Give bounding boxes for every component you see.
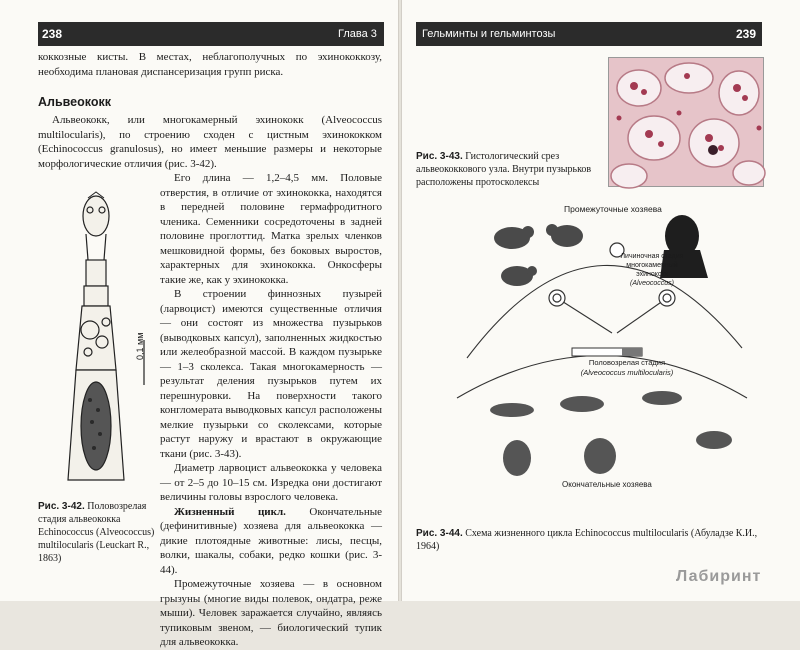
scale-bar-label: 0,1 мм bbox=[135, 332, 145, 360]
right-page bbox=[402, 0, 800, 601]
left-running-title: Глава 3 bbox=[338, 28, 377, 40]
right-page-number: 239 bbox=[735, 27, 756, 41]
intro-text: коккозные кисты. В местах, неблагополучных по эхинококкозу, необходима плановая диспансеризация групп риска. bbox=[38, 51, 382, 78]
watermark-logo: Лабиринт bbox=[676, 568, 762, 585]
paragraph-2: Его длина — 1,2–4,5 мм. Половые отверстия, в отличие от эхинококка, находятся в передней половине гермафродитного членика. Семенники сосредоточены в задней половине проглоттид. Матка зрелых членков мешковидной формы, без боковых выростов, характерных для эхинококка. Онкосферы такие же, как у эхинококка. bbox=[160, 172, 382, 286]
paragraph-3: В строении финнозных пузырей (ларвоцист) имеются существенные отличия — они состоят из множества пузырьков (выводковых капсул), заполненных жидкостью или желеобразной массой. В каждом пузырьке — 1–3 сколекса. Такая многокамерность — результат деления пузырьков путем их перешнуровки. На поверхности такого конгломерата выводковых капсул расположены мелкие пузырьки со сколексами, которые растут наружу и врастают в окружающие ткани (рис. 3-43). bbox=[160, 288, 382, 460]
definitive-hosts-label: Окончательные хозяева bbox=[562, 480, 652, 489]
paragraph-1: Альвеококк, или многокамерный эхинококк (Alveococcus multilocularis), по строению сходен с цистным эхинококком (Echinococcus granulosus), но имеет меньшие размеры и некоторые морфологические отличия (рис. 3-42). bbox=[38, 114, 382, 170]
intermediate-hosts-label: Промежуточные хозяева bbox=[564, 204, 662, 214]
histology-section bbox=[609, 58, 763, 186]
paragraph-6: Промежуточные хозяева — в основном грызуны (многие виды полевок, ондатра, реже мыши). Человек заражается случайно, являясь тупиковым звеном, — биологический тупик для альвеококка. bbox=[160, 578, 382, 648]
paragraph-5: Жизненный цикл. Окончательные (дефинитивные) хозяева для альвеококка — дикие плотоядные животные: лисы, песцы, волки, шакалы, собаки, редко кошки (рис. 3-44). bbox=[160, 505, 382, 576]
section-heading: Альвеококк bbox=[38, 95, 111, 109]
right-running-header bbox=[416, 22, 762, 46]
larval-stage-label: Личиночная стадия многокамерный эхинококк (Alveococcus) bbox=[620, 253, 684, 287]
left-page-number: 238 bbox=[42, 27, 63, 41]
left-running-header bbox=[38, 22, 384, 46]
adult-stage-label: Половозрелая стадия (Alveococcus multilocularis) bbox=[580, 358, 674, 377]
figure-3-43-caption: Рис. 3-43. Гистологический срез альвеококкового узла. Внутри пузырьков расположены протосколексы bbox=[416, 151, 592, 188]
figure-3-42-caption: Рис. 3-42. Половозрелая стадия альвеококка Echinococcus (Alveococcus) multilocularis (Leuckart R., 1863) bbox=[38, 501, 155, 564]
histology-photo bbox=[608, 57, 764, 187]
figure-3-44-caption: Рис. 3-44. Схема жизненного цикла Echinococcus multilocularis (Абуладзе К.И., 1964) bbox=[416, 528, 758, 552]
paragraph-4: Диаметр ларвоцист альвеококка у человека — от 2–5 до 10–15 см. Изредка они достигают величины головы взрослого человека. bbox=[160, 462, 382, 503]
right-running-title: Гельминты и гельминтозы bbox=[422, 28, 556, 40]
life-cycle-diagram bbox=[442, 198, 762, 508]
left-page bbox=[0, 0, 398, 648]
text-column bbox=[160, 171, 382, 648]
